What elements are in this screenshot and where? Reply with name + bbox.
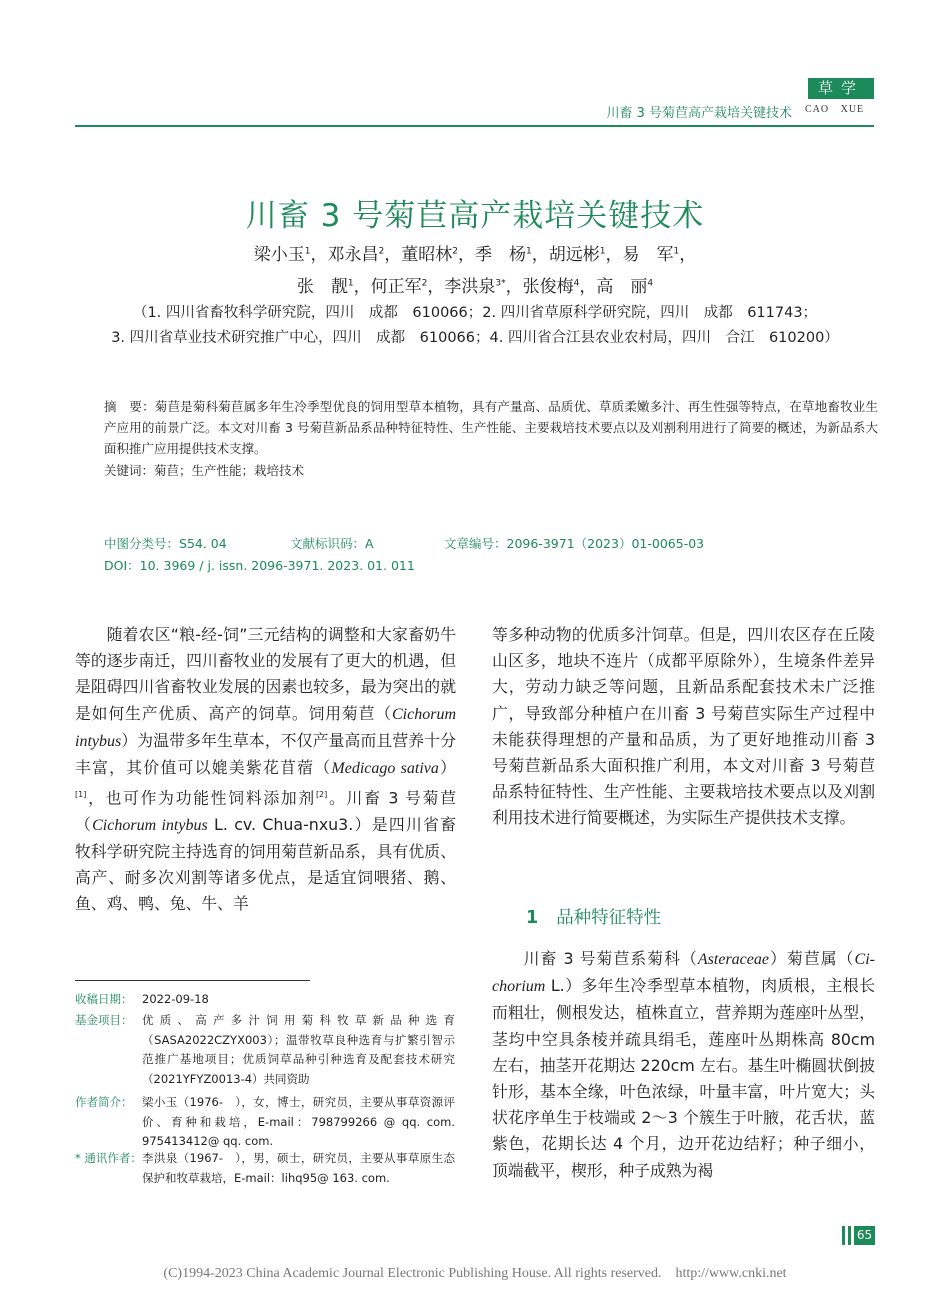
doc-code-label: 文献标识码：	[290, 536, 366, 551]
author-name: 易 军	[622, 245, 674, 265]
footnote-text: 优质、高产多汁饲用菊科牧草新品种选育（SASA2022CZYX003）；温带牧草良种选育与扩繁引智示范推广基地项目；优质饲草品种引种选育及配套技术研究（2021YFYZ0013-4）共同资助	[142, 1013, 455, 1086]
author-affiliation-mark: 4	[573, 278, 580, 289]
running-title: 川畜 3 号菊苣高产栽培关键技术	[606, 106, 792, 121]
author-affiliation-mark: 4	[647, 278, 654, 289]
intro-text-e: 。川畜 3 号菊苣（	[75, 788, 456, 834]
journal-section-badge: 草学	[808, 78, 874, 99]
author-name: 邓永昌	[327, 245, 379, 265]
author-separator: ，	[427, 277, 445, 297]
author-separator: ，	[605, 245, 623, 265]
article-title: 川畜 3 号菊苣高产栽培关键技术	[245, 198, 705, 234]
abstract-text: 菊苣是菊科菊苣属多年生冷季型优良的饲用型草本植物，具有产量高、品质优、草质柔嫩多汁、再生性强等特点，在草地畜牧业生产应用的前景广泛。本文对川畜 3 号菊苣新品系品种特征特性、生产性能、主要栽培技术要点以及刈割利用进行了简要的概述，为新品系大面积推广应用提供技术支撑。	[104, 399, 878, 456]
authors-line-1	[0, 240, 950, 265]
abstract-label: 摘 要：	[104, 399, 155, 414]
author-separator: ，	[531, 245, 549, 265]
footnote-label: * 通讯作者：	[75, 1151, 142, 1165]
author-separator: ，	[679, 245, 697, 265]
clc-label: 中图分类号：	[104, 536, 180, 551]
doi-label: DOI：	[104, 558, 140, 573]
journal-section-latin: CAO XUE	[805, 104, 865, 115]
affiliation-line-1: （1. 四川省畜牧科学研究院，四川 成都 610066；2. 四川省草原科学研究院，四川 成都 611743；	[132, 305, 818, 321]
footnote-text: 2022-09-18	[142, 992, 209, 1006]
author-separator: ，	[579, 277, 597, 297]
intro-text-b: ）为温带多年生草本，不仅产量高而且营养十分丰富，其价值可以媲美紫花苜蓿（	[75, 730, 456, 778]
author-name: 高 丽	[596, 277, 648, 297]
section-number: 1	[526, 908, 539, 928]
footnote-corresponding	[75, 1149, 455, 1188]
article-number-label: 文章编号：	[444, 536, 507, 551]
footnote-label: 作者简介：	[75, 1095, 133, 1109]
author-affiliation-mark: 2	[452, 246, 458, 257]
header-rule	[75, 125, 874, 127]
author-name: 季 杨	[475, 245, 526, 265]
article-number-value: 2096-3971（2023）01-0065-03	[506, 536, 705, 551]
author-affiliation-mark: 2	[421, 278, 428, 289]
footnote-rule	[75, 980, 310, 981]
body-right-column-section	[492, 946, 875, 1184]
footnote-label: 基金项目：	[75, 1013, 133, 1027]
intro-paragraph	[75, 622, 456, 918]
intro-text-c: ）	[438, 758, 456, 778]
family-name: Asteraceae	[697, 951, 769, 968]
authors-line-2	[0, 272, 950, 297]
species-name: Medicago sativa	[331, 760, 439, 778]
author-separator: ，	[384, 245, 402, 265]
citation-ref[interactable]: [1]	[75, 790, 87, 800]
doc-code-value: A	[365, 536, 374, 551]
author-name: 何正军	[370, 277, 422, 297]
citation-ref[interactable]: [2]	[315, 790, 328, 800]
author-affiliation-mark: 1	[304, 246, 311, 257]
author-affiliation-mark: 1	[526, 246, 532, 257]
body-left-column	[75, 622, 456, 918]
clc-value: S54. 04	[179, 536, 227, 551]
footnote-text: 梁小玉（1976- ），女，博士，研究员，主要从事草资源评价、育种和栽培，E-mail：798799266 @ qq. com. 975413412@ qq. com.	[142, 1095, 455, 1148]
keywords	[104, 461, 304, 479]
page-number: 65	[854, 1226, 875, 1245]
section-heading	[526, 904, 661, 929]
genus-name: Ci-chorium	[492, 951, 875, 996]
author-affiliation-mark: 1	[599, 246, 606, 257]
clc-number	[104, 534, 227, 552]
footnote-funding	[75, 1011, 455, 1089]
author-name: 梁小玉	[253, 245, 305, 265]
footnote-label: 收稿日期：	[75, 992, 133, 1006]
species-name: Cichorum intybus	[75, 705, 456, 750]
author-name: 李洪泉	[444, 277, 496, 297]
author-name: 胡远彬	[548, 245, 600, 265]
author-separator: ，	[458, 245, 475, 265]
copyright-footer: (C)1994-2023 China Academic Journal Electronic Publishing House. All rights reserved. http://www.cnki.net	[163, 1266, 787, 1281]
keywords-text: 菊苣；生产性能；栽培技术	[154, 463, 305, 478]
section-paragraph	[492, 946, 875, 1184]
intro-text-f: L. cv. Chua-nxu3.）是四川省畜牧科学研究院主持选育的饲用菊苣新品系，具有优质、高产、耐多次刈割等诸多优点，是适宜饲喂猪、鹅、鱼、鸡、鸭、兔、牛、羊	[75, 814, 456, 914]
author-separator: ，	[310, 245, 328, 265]
intro-paragraph-continued: 等多种动物的优质多汁饲草。但是，四川农区存在丘陵山区多，地块不连片（成都平原除外），生境条件差异大，劳动力缺乏等问题，且新品系配套技术未广泛推广，导致部分种植户在川畜 3 号菊苣实际生产过程中未能获得理想的产量和品质，为了更好地推动川畜 3 号菊苣新品系大面积推广利用，本文对川畜 3 号菊苣品系特征特性、生产性能、主要栽培技术要点以及刈割利用技术进行简要概述，为实际生产提供技术支撑。	[492, 625, 875, 828]
author-affiliation-mark: 1	[673, 246, 680, 257]
abstract	[104, 396, 878, 459]
author-separator: ，	[505, 277, 523, 297]
section-text-a: 川畜 3 号菊苣系菊科（	[523, 949, 698, 968]
author-separator: ，	[353, 277, 371, 297]
author-affiliation-mark: 3*	[495, 278, 506, 289]
affiliation-line-2: 3. 四川省草业技术研究推广中心，四川 成都 610066；4. 四川省合江县农业农村局，四川 合江 610200）	[111, 330, 839, 346]
author-affiliation-mark: 2	[378, 246, 385, 257]
doi-value[interactable]: 10. 3969 / j. issn. 2096-3971. 2023. 01. 011	[139, 558, 415, 573]
author-affiliation-mark: 1	[347, 278, 354, 289]
article-number	[444, 534, 704, 552]
section-text-c: L.）多年生冷季型草本植物，肉质根，主根长而粗壮，侧根发达，植株直立，营养期为莲座叶丛型，茎均中空具条棱并疏具绢毛，莲座叶丛期株高 80cm 左右，抽茎开花期达 220cm 左右。基生叶椭圆状倒披针形，基本全缘，叶色浓绿，叶量丰富，叶片宽大；头状花序单生于枝端或 2～3 个簇生于叶腋，花舌状，蓝紫色，花期长达 4 个月，边开花边结籽；种子细小，顶端截平，楔形，种子成熟为褐	[492, 976, 875, 1180]
section-title: 品种特征特性	[556, 908, 662, 928]
footnote-received	[75, 990, 455, 1010]
footnote-author	[75, 1093, 455, 1152]
section-text-b: ）菊苣属（	[768, 949, 855, 968]
author-name: 张俊梅	[522, 277, 574, 297]
author-name: 董昭林	[401, 245, 453, 265]
author-name: 张 靓	[296, 277, 348, 297]
footnote-text: 李洪泉（1967- ），男，硕士，研究员，主要从事草原生态保护和牧草栽培，E-mail：lihq95@ 163. com.	[142, 1151, 455, 1185]
species-name: Cichorum intybus	[92, 816, 208, 834]
intro-text-d: ，也可作为功能性饲料添加剂	[86, 788, 316, 808]
body-right-column-top	[492, 622, 875, 832]
doi	[104, 556, 415, 574]
keywords-label: 关键词：	[104, 463, 155, 478]
document-code	[290, 534, 374, 552]
intro-text-a: 随着农区“粮-经-饲”三元结构的调整和大家畜奶牛等的逐步南迁，四川畜牧业的发展有了更大的机遇，但是阻碍四川省畜牧业发展的因素也较多，最为突出的就是如何生产优质、高产的饲草。饲用菊苣（	[75, 625, 456, 723]
